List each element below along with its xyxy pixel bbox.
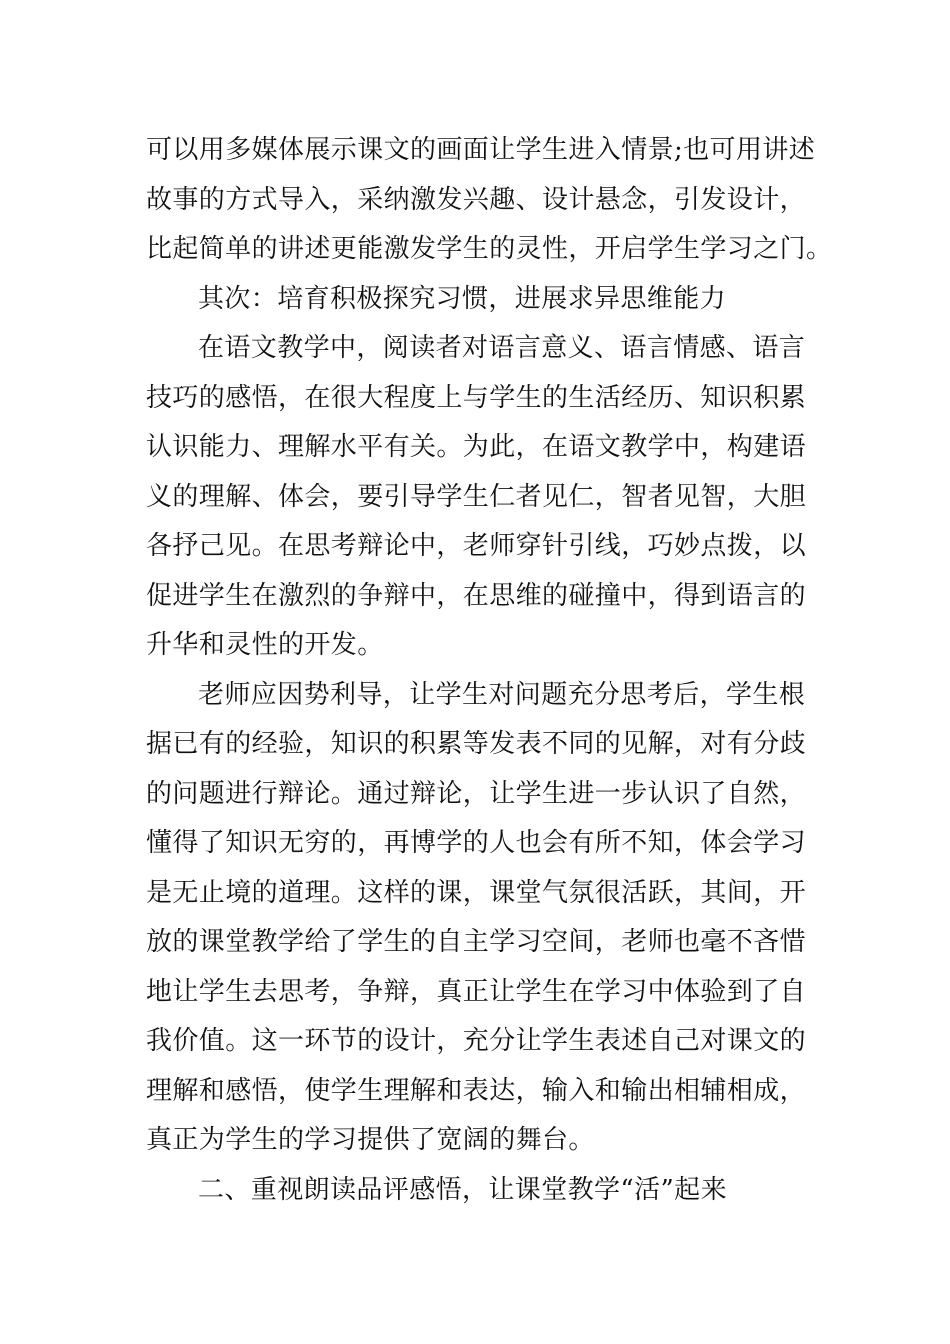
text-line: 比起简单的讲述更能激发学生的灵性，开启学生学习之门。 (146, 234, 833, 264)
heading-line: 二、重视朗读品评感悟，让课堂教学“活”起来 (198, 1174, 727, 1205)
text-line: 是无止境的道理。这样的课，课堂气氛很活跃，其间，开 (146, 877, 807, 908)
text-line: 促进学生在激烈的争辩中，在思维的碰撞中，得到语言的 (146, 580, 807, 611)
paragraph-language-perception (146, 324, 811, 671)
section-heading-secondly (146, 275, 811, 325)
text-line: 的问题进行辩论。通过辩论，让学生进一步认识了自然， (146, 778, 807, 809)
text-line: 懂得了知识无穷的，再博学的人也会有所不知，体会学习 (146, 828, 807, 858)
text-line: 义的理解、体会，要引导学生仁者见仁，智者见智，大胆 (146, 481, 807, 512)
document-body (146, 126, 833, 1215)
heading-line: 其次：培育积极探究习惯，进展求异思维能力 (198, 283, 727, 314)
text-line: 故事的方式导入，采纳激发兴趣、设计悬念，引发设计， (146, 184, 807, 215)
text-line: 地让学生去思考，争辩，真正让学生在学习中体验到了自 (146, 976, 807, 1007)
text-line: 可以用多媒体展示课文的画面让学生进入情景;也可用讲述 (146, 135, 816, 165)
text-line: 老师应因势利导，让学生对问题充分思考后，学生根 (198, 679, 806, 710)
text-line: 理解和感悟，使学生理解和表达，输入和输出相辅相成， (146, 1075, 807, 1106)
text-line: 升华和灵性的开发。 (146, 630, 384, 660)
paragraph-teacher-guidance (146, 671, 811, 1166)
text-line: 在语文教学中，阅读者对语言意义、语言情感、语言 (198, 333, 806, 363)
text-line: 真正为学生的学习提供了宽阔的舞台。 (146, 1125, 595, 1155)
text-line: 我价值。这一环节的设计，充分让学生表述自己对课文的 (146, 1026, 807, 1056)
text-line: 各抒己见。在思考辩论中，老师穿针引线，巧妙点拨，以 (146, 531, 807, 561)
text-line: 技巧的感悟，在很大程度上与学生的生活经历、知识积累 (146, 382, 807, 413)
text-line: 据已有的经验，知识的积累等发表不同的见解，对有分歧 (146, 729, 807, 759)
text-line: 认识能力、理解水平有关。为此，在语文教学中，构建语 (146, 432, 807, 462)
text-line: 放的课堂教学给了学生的自主学习空间，老师也毫不吝惜 (146, 927, 807, 957)
paragraph-intro-methods (146, 126, 833, 275)
section-heading-reading-aloud (146, 1166, 811, 1216)
